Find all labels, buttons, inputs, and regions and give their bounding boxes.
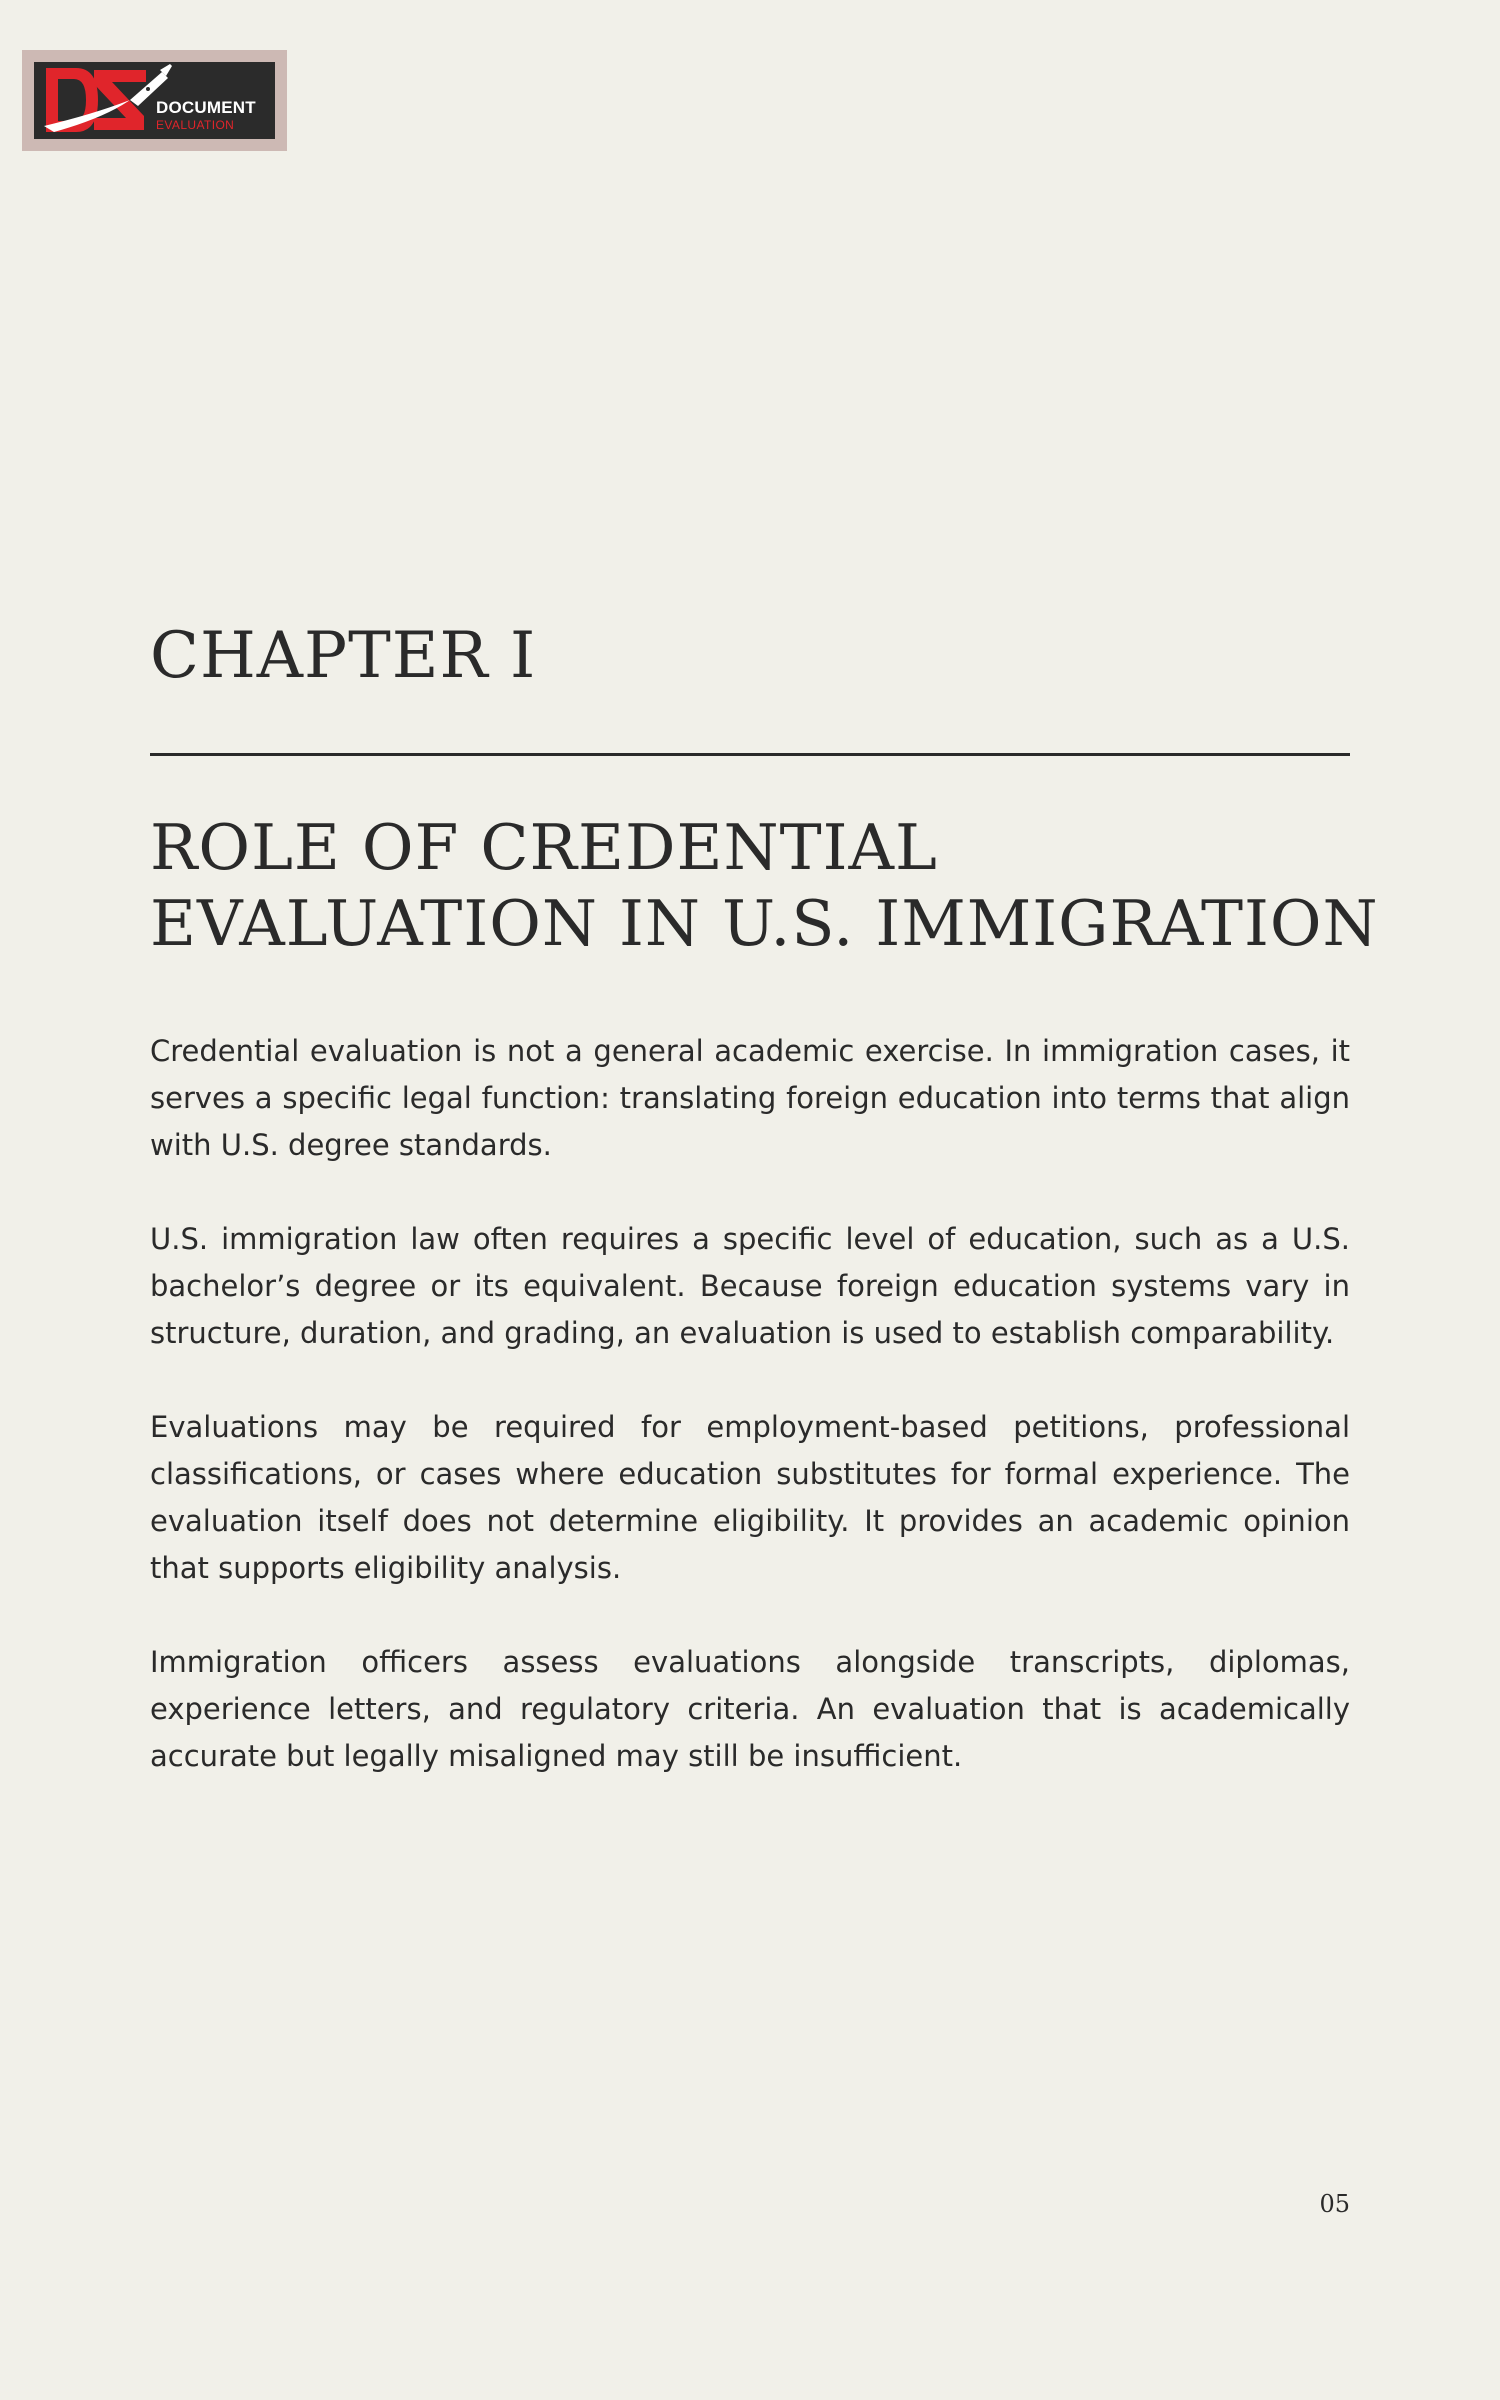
page-number: 05: [1319, 2190, 1350, 2218]
logo-word-document: DOCUMENT: [156, 98, 256, 117]
chapter-title-line: ROLE OF CREDENTIAL: [150, 811, 938, 884]
paragraph: U.S. immigration law often requires a specific level of education, such as a U.S. bachelor’s degree or its equivalent. Because foreign education systems vary in structure, duration, and grading, an evaluation is used to establish comparability.: [150, 1222, 1350, 1350]
chapter-divider: [150, 753, 1350, 756]
logo-word-evaluation: EVALUATION: [156, 118, 235, 132]
paragraph: Immigration officers assess evaluations alongside transcripts, diplomas, experience letters, and regulatory criteria. An evaluation that is academically accurate but legally misaligned may still be insufficient.: [150, 1645, 1350, 1773]
chapter-label: CHAPTER I: [150, 619, 537, 693]
chapter-title-line: EVALUATION IN U.S. IMMIGRATION: [150, 887, 1379, 960]
paragraph: Evaluations may be required for employment-based petitions, professional classifications, or cases where education substitutes for formal experience. The evaluation itself does not determine eligibility. It provides an academic opinion that supports eligibility analysis.: [150, 1410, 1350, 1585]
body-text: [150, 1028, 1350, 1827]
paragraph: Credential evaluation is not a general academic exercise. In immigration cases, it serves a specific legal function: translating foreign education into terms that align with U.S. degree standards.: [150, 1034, 1350, 1162]
logo-panel: [34, 62, 275, 139]
logo: [22, 50, 287, 151]
chapter-title: [150, 810, 1379, 962]
